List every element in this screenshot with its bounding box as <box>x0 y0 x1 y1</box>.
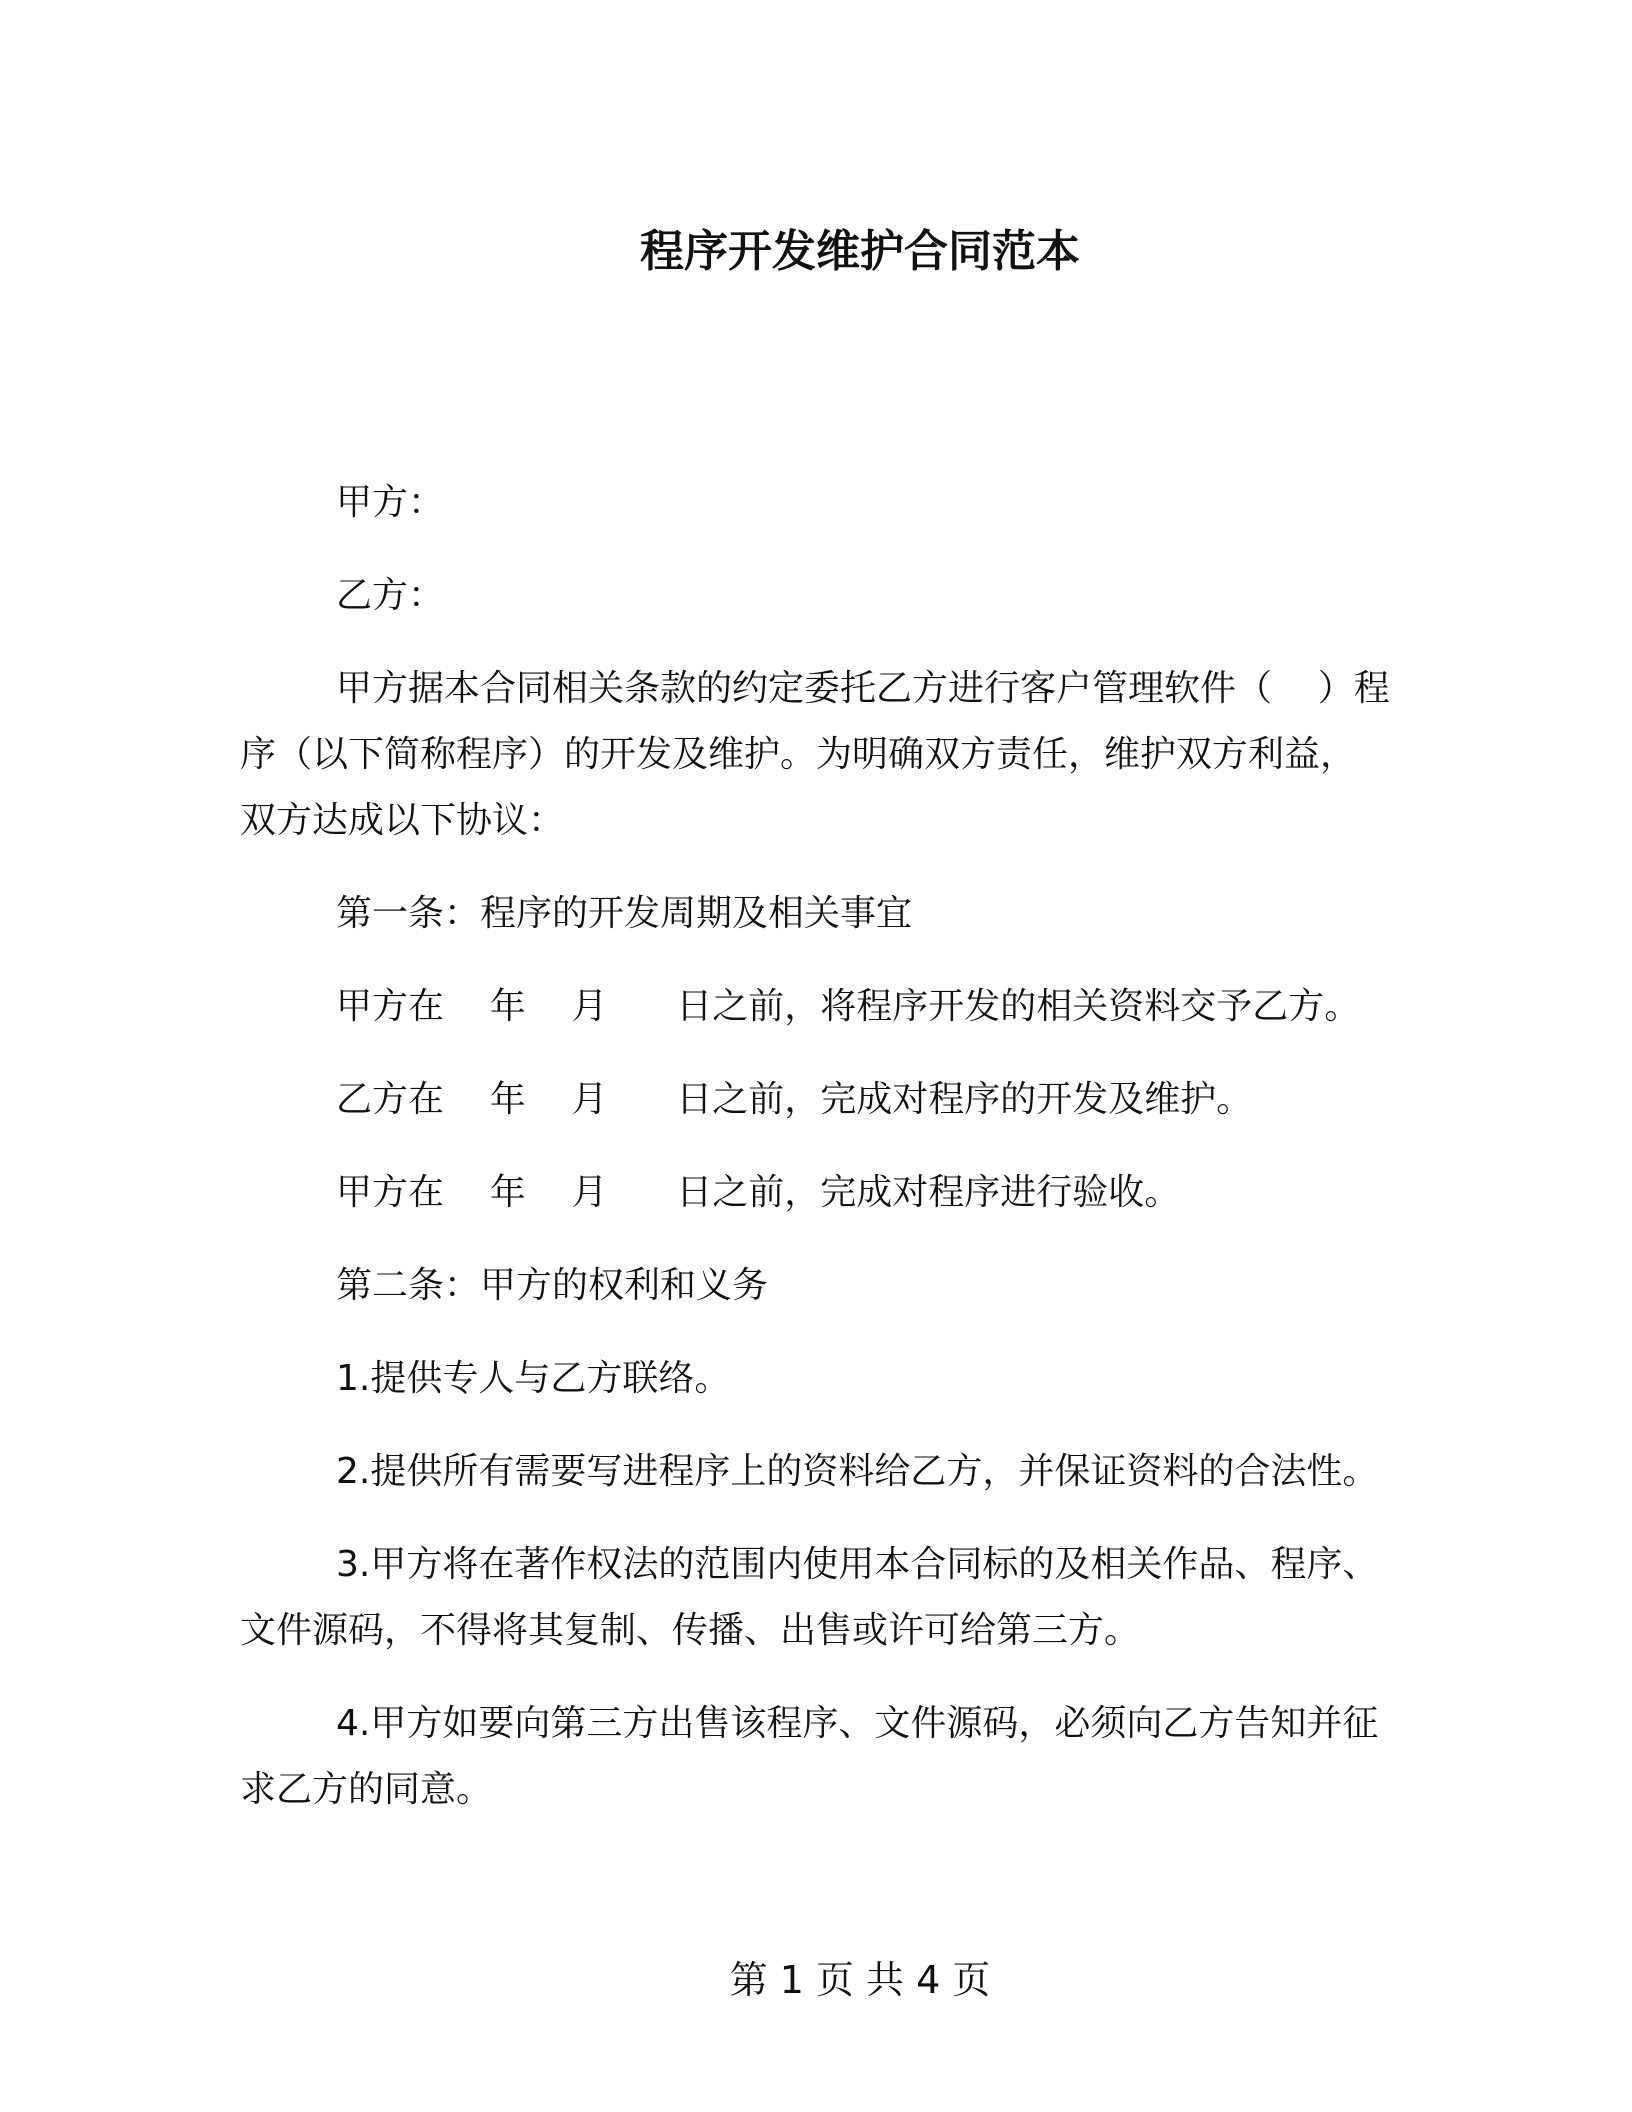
schedule-line-3: 甲方在 年 月 日之前，完成对程序进行验收。 <box>336 1172 1181 1213</box>
schedule-line-2: 乙方在 年 月 日之前，完成对程序的开发及维护。 <box>336 1079 1253 1120</box>
clause-2: 2.提供所有需要写进程序上的资料给乙方，并保证资料的合法性。 <box>336 1451 1379 1492</box>
clause-3: 3.甲方将在著作权法的范围内使用本合同标的及相关作品、程序、文件源码，不得将其复制、传播、出售或许可给第三方。 <box>240 1544 1379 1651</box>
clause-1: 1.提供专人与乙方联络。 <box>336 1358 731 1399</box>
party-a-line: 甲方： <box>336 482 445 523</box>
document-body <box>240 470 1390 1850</box>
intro-paragraph: 甲方据本合同相关条款的约定委托乙方进行客户管理软件（ ）程序（以下简称程序）的开发及维护。为明确双方责任，维护双方利益，双方达成以下协议： <box>240 668 1390 841</box>
clause-4: 4.甲方如要向第三方出售该程序、文件源码，必须向乙方告知并征求乙方的同意。 <box>240 1703 1379 1810</box>
article-1-heading: 第一条：程序的开发周期及相关事宜 <box>336 893 913 934</box>
page-number-footer: 第 1 页 共 4 页 <box>729 1958 991 2002</box>
party-b-line: 乙方： <box>336 575 445 616</box>
article-2-heading: 第二条：甲方的权利和义务 <box>336 1265 769 1306</box>
document-title: 程序开发维护合同范本 <box>640 226 1080 277</box>
schedule-line-1: 甲方在 年 月 日之前，将程序开发的相关资料交予乙方。 <box>336 986 1361 1027</box>
